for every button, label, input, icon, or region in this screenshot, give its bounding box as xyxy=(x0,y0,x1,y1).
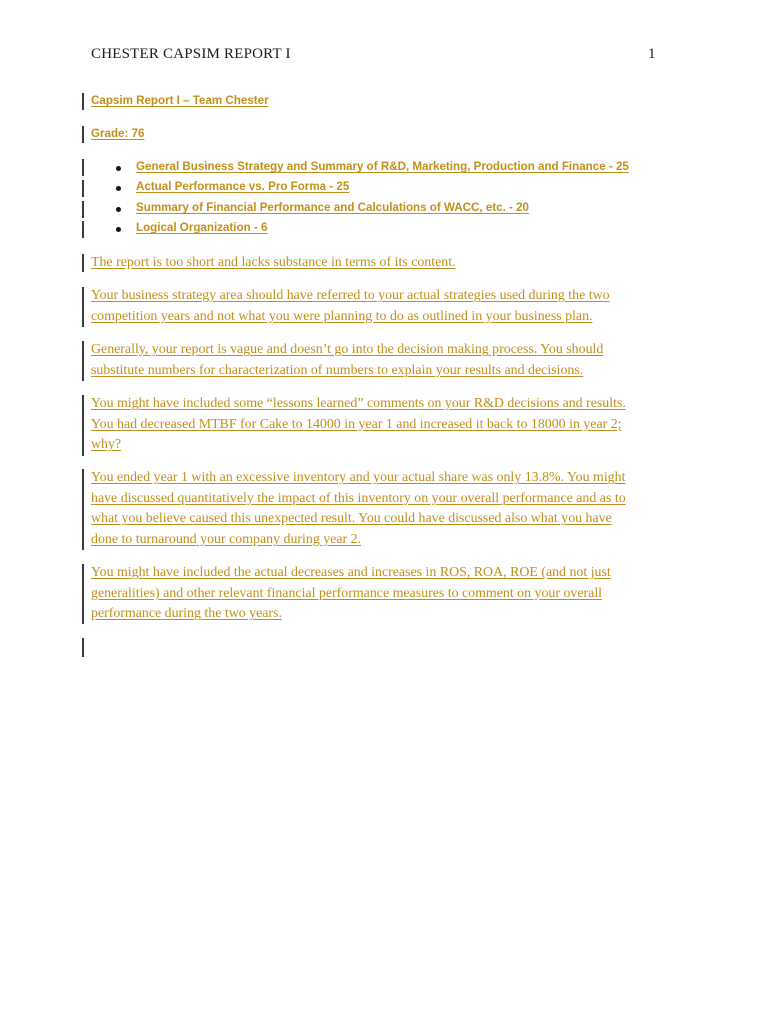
comment-paragraph xyxy=(91,253,456,274)
change-bar xyxy=(82,221,84,238)
comment-paragraph xyxy=(91,286,610,327)
comment-line: generalities) and other relevant financial performance measures to comment on your overall xyxy=(91,585,603,601)
comment-line: what you believe caused this unexpected result. You could have discussed also what you have xyxy=(91,511,612,527)
page-number: 1 xyxy=(648,46,656,62)
comment-line: Generally, your report is vague and doesn’t go into the decision making process. You should xyxy=(91,342,604,357)
comment-paragraph xyxy=(91,563,611,625)
comment-line: Your business strategy area should have referred to your actual strategies used during the two xyxy=(91,288,610,303)
comment-paragraph xyxy=(91,340,603,381)
comment-line: performance during the two years. xyxy=(91,606,282,622)
comment-line: done to turnaround your company during year 2. xyxy=(91,531,362,547)
criteria-text: Actual Performance vs. Pro Forma - 25 xyxy=(136,180,350,193)
bullet-icon xyxy=(116,166,121,171)
running-head: CHESTER CAPSIM REPORT I xyxy=(91,46,291,62)
comment-line: have discussed quantitatively the impact of this inventory on your overall performance and as to xyxy=(91,490,626,506)
change-bar xyxy=(82,341,84,381)
bullet-icon xyxy=(116,186,121,191)
bullet-icon xyxy=(116,227,121,232)
comment-line: You might have included some “lessons learned” comments on your R&D decisions and results. xyxy=(91,396,626,411)
change-bar xyxy=(82,201,84,218)
criteria-text: General Business Strategy and Summary of R&D, Marketing, Production and Finance - 25 xyxy=(136,160,629,173)
change-bar xyxy=(82,159,84,176)
comment-line: substitute numbers for characterization of numbers to explain your results and decisions. xyxy=(91,362,584,378)
change-bar xyxy=(82,395,84,456)
change-bar xyxy=(82,638,84,657)
comment-line: The report is too short and lacks substance in terms of its content. xyxy=(91,255,456,270)
comment-line: You ended year 1 with an excessive inventory and your actual share was only 13.8%. You might xyxy=(91,470,626,485)
comment-paragraph xyxy=(91,394,626,456)
change-bar xyxy=(82,180,84,197)
change-bar xyxy=(82,287,84,327)
bullet-icon xyxy=(116,207,121,212)
change-bar xyxy=(82,254,84,272)
change-bar xyxy=(82,93,84,110)
criteria-text: Logical Organization - 6 xyxy=(136,221,268,234)
comment-paragraph xyxy=(91,468,626,550)
comment-line: competition years and not what you were planning to do as outlined in your business plan. xyxy=(91,308,593,324)
comment-line: You had decreased MTBF for Cake to 14000 in year 1 and increased it back to 18000 in year 2; xyxy=(91,416,622,432)
report-grade: Grade: 76 xyxy=(91,127,145,140)
report-title: Capsim Report I – Team Chester xyxy=(91,94,269,107)
change-bar xyxy=(82,126,84,143)
change-bar xyxy=(82,564,84,624)
criteria-text: Summary of Financial Performance and Calculations of WACC, etc. - 20 xyxy=(136,201,529,214)
comment-line: You might have included the actual decreases and increases in ROS, ROA, ROE (and not just xyxy=(91,565,611,580)
comment-line: why? xyxy=(91,437,122,453)
change-bar xyxy=(82,469,84,550)
